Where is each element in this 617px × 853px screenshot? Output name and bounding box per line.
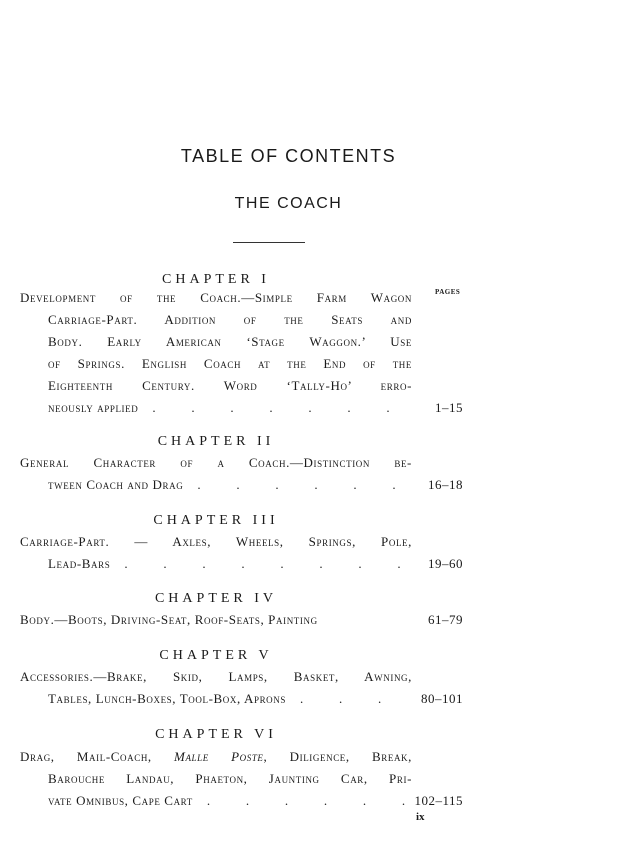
toc-entry-line [48, 771, 412, 787]
chapter-heading: CHAPTER V [159, 648, 273, 663]
chapter-heading: CHAPTER IV [154, 591, 278, 606]
toc-entry-line [48, 312, 412, 328]
toc-entry-line [20, 749, 412, 765]
dot-leader [197, 477, 412, 493]
dot-leader [124, 556, 412, 572]
section-subtitle: THE COACH [234, 195, 343, 212]
toc-entry-line [20, 290, 412, 306]
page-number: ix [416, 811, 425, 823]
entry-text: Carriage-Part. Addition of the Seats and [48, 312, 412, 327]
page-range: 80–101 [421, 691, 463, 706]
toc-entry-line [48, 477, 412, 493]
toc-entry-line [48, 356, 412, 372]
entry-text: General Character of a Coach.—Distinction be- [20, 455, 412, 470]
toc-entry-line [48, 400, 412, 416]
page-range: 1–15 [435, 400, 463, 415]
page-range: 102–115 [414, 793, 463, 808]
toc-entry-line [48, 691, 412, 707]
toc-entry-line [48, 378, 412, 394]
chapter-heading: CHAPTER I [162, 272, 270, 287]
entry-text: Drag, Mail-Coach, Malle Poste, Diligence, Break, [20, 749, 412, 764]
entry-text: Development of the Coach.—Simple Farm Wagon [20, 290, 412, 305]
entry-text: Eighteenth Century. Word ‘Tally-Ho’ erro- [48, 378, 412, 393]
toc-entry-line [20, 455, 412, 471]
pages-column-header: PAGES [435, 288, 461, 296]
entry-text: Barouche Landau, Phaeton, Jaunting Car, Pri- [48, 771, 412, 786]
chapter-heading: CHAPTER II [157, 434, 275, 449]
toc-entry-line [20, 612, 412, 628]
toc-entry-line [48, 793, 412, 809]
chapter-heading: CHAPTER VI [155, 727, 277, 742]
toc-entry-line [48, 334, 412, 350]
entry-text: Body.—Boots, Driving-Seat, Roof-Seats, Painting [20, 612, 318, 627]
toc-entry-line [20, 534, 412, 550]
entry-text: Accessories.—Brake, Skid, Lamps, Basket, Awning, [20, 669, 412, 684]
entry-text: Lead-Bars [48, 556, 111, 571]
dot-leader [207, 793, 412, 809]
divider [233, 242, 305, 243]
page-range: 16–18 [428, 477, 463, 492]
page-title: TABLE OF CONTENTS [180, 146, 397, 166]
entry-text: tween Coach and Drag [48, 477, 184, 492]
entry-text: Tables, Lunch-Boxes, Tool-Box, Aprons [48, 691, 286, 706]
entry-text: of Springs. English Coach at the End of the [48, 356, 412, 371]
entry-text: vate Omnibus, Cape Cart [48, 793, 193, 808]
entry-text: Carriage-Part. — Axles, Wheels, Springs, Pole, [20, 534, 412, 549]
toc-entry-line [48, 556, 412, 572]
dot-leader [300, 691, 412, 707]
entry-text: Body. Early American ‘Stage Waggon.’ Use [48, 334, 412, 349]
toc-entry-line [20, 669, 412, 685]
chapter-heading: CHAPTER III [153, 513, 279, 528]
page-range: 61–79 [428, 612, 463, 627]
entry-text: neously applied [48, 400, 139, 415]
page-range: 19–60 [428, 556, 463, 571]
dot-leader [152, 400, 412, 416]
